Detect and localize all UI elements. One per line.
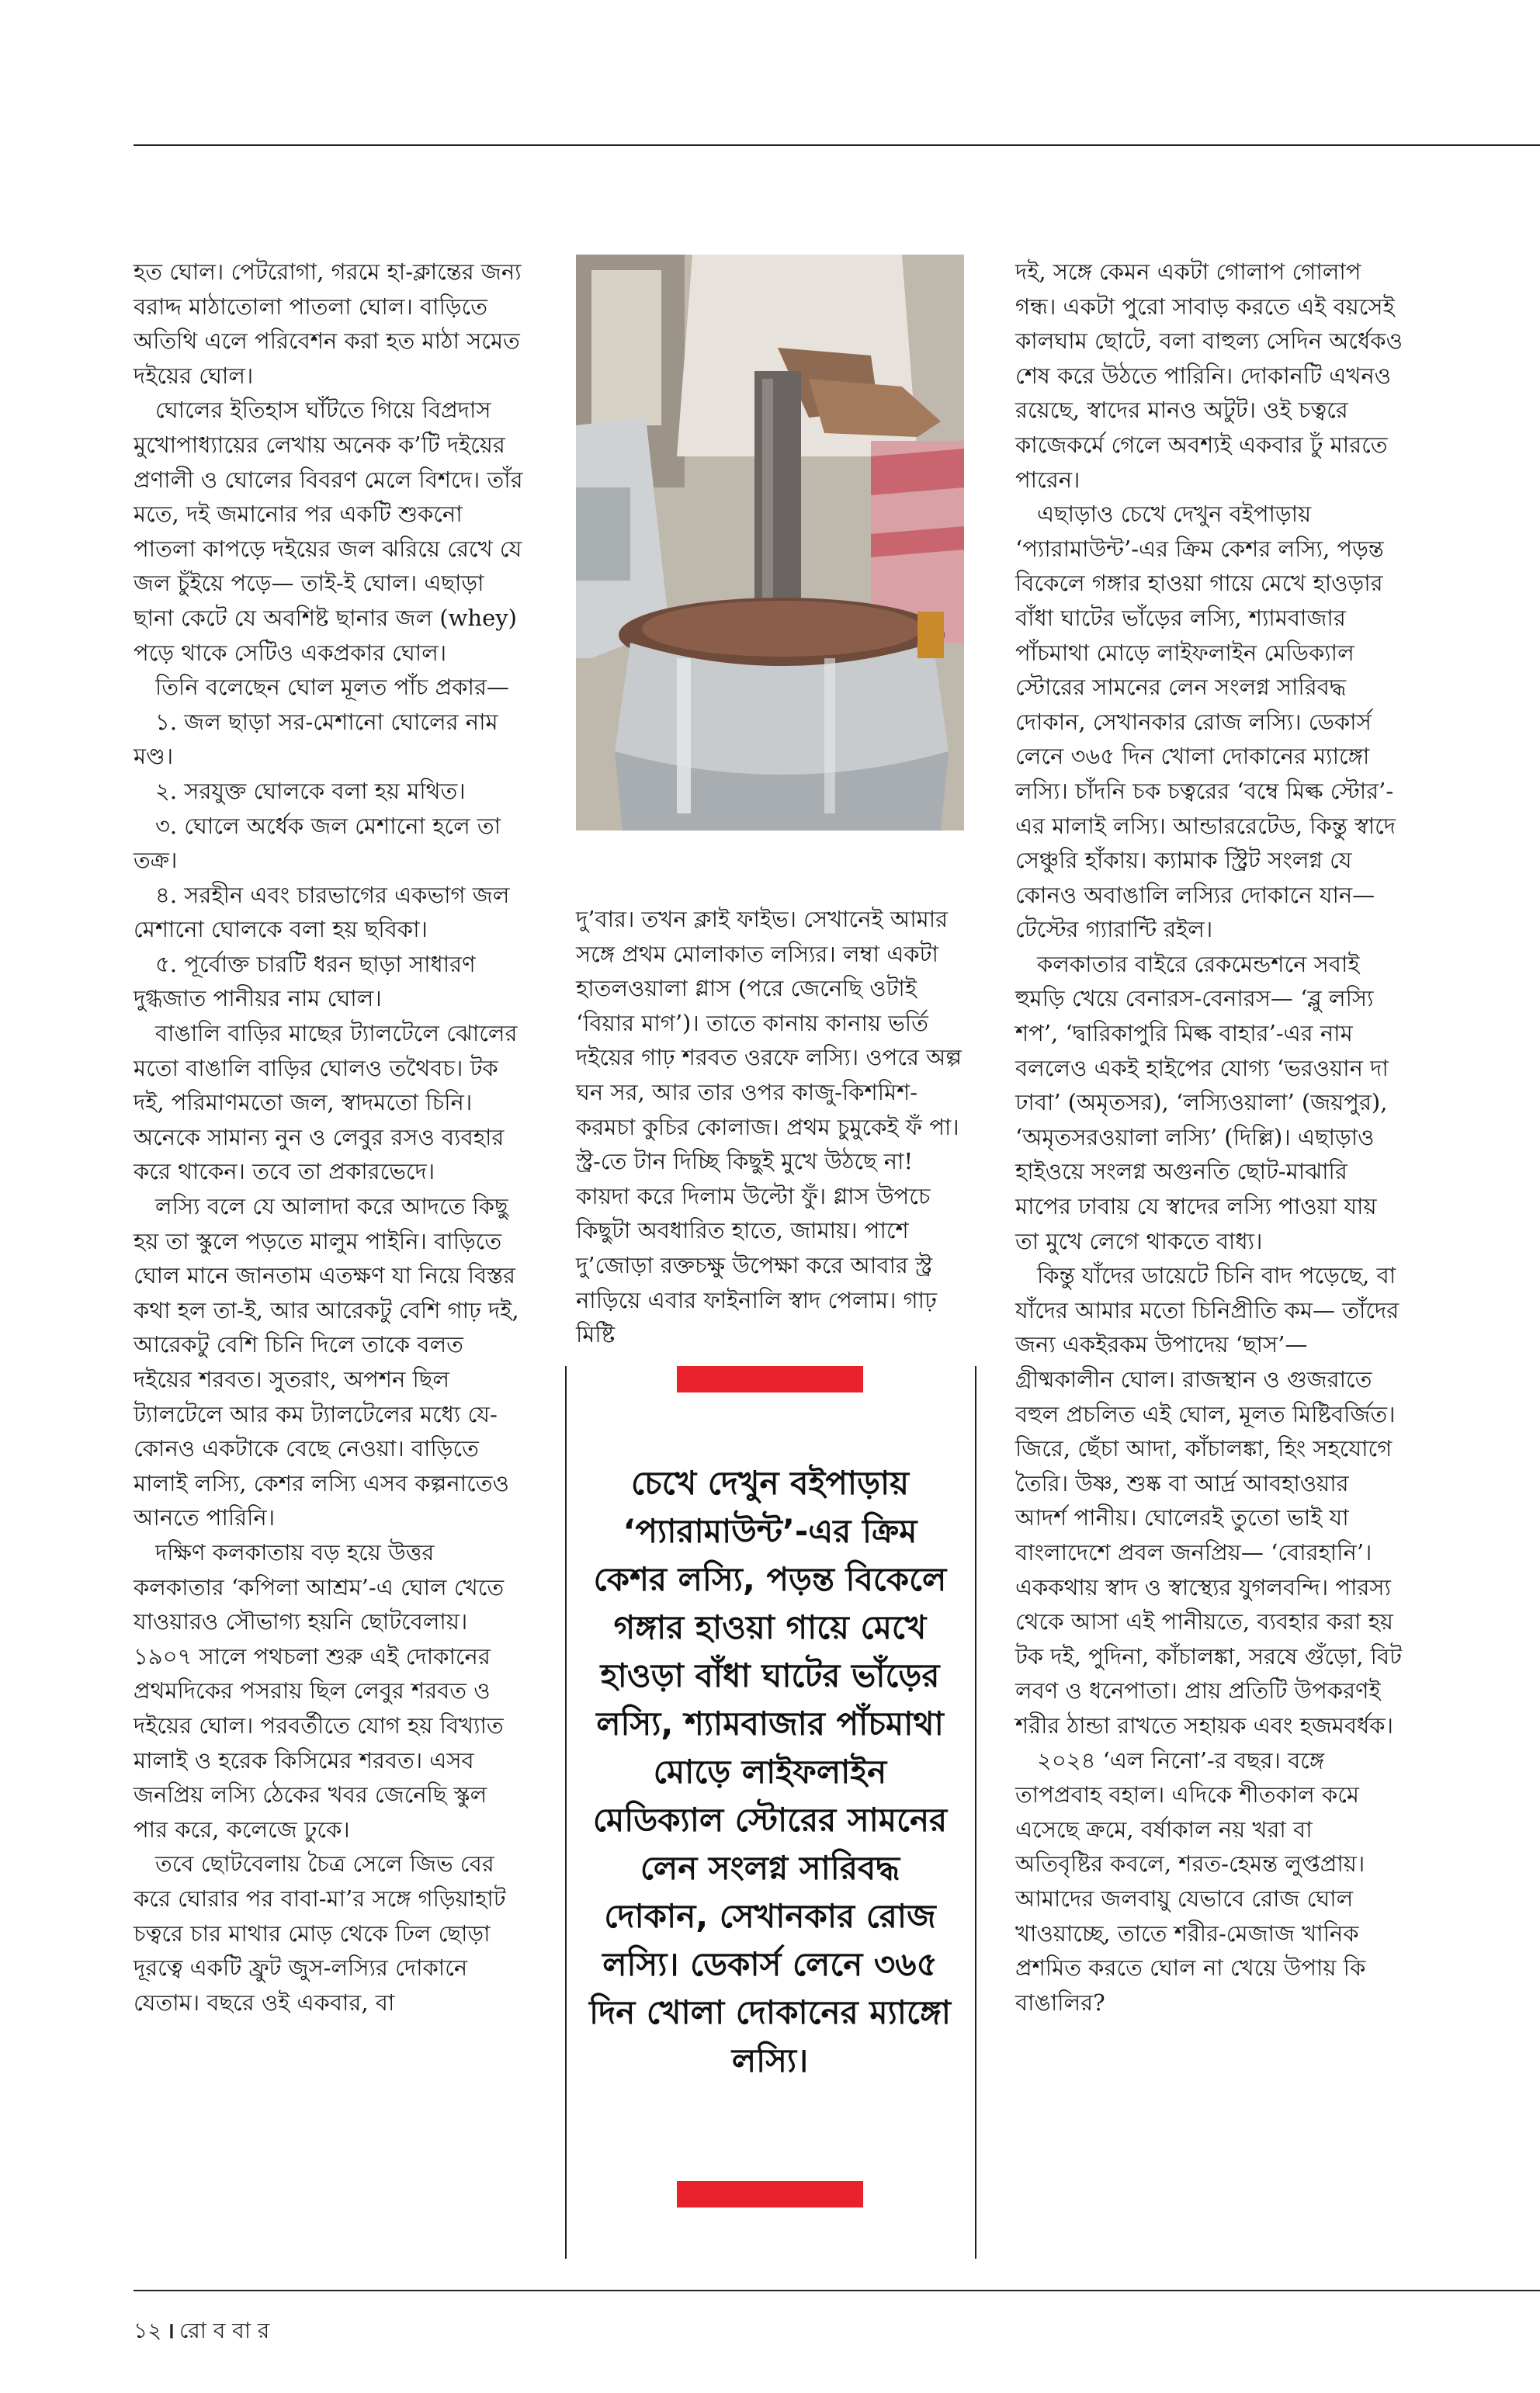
folio-separator: । xyxy=(166,2318,175,2343)
article-paragraph: দক্ষিণ কলকাতায় বড় হয়ে উত্তর কলকাতার ‘কপিলা আশ্রম’-এ ঘোল খেতে যাওয়ারও সৌভাগ্য হয়নি ছোটবেলায়। ১৯০৭ সালে পথচলা শুরু এই দোকানের প্রথমদিকের পসরায় ছিল লেবুর শরবত ও দইয়ের ঘোল। পরবর্তীতে যোগ হয় বিখ্যাত মালাই ও হরেক কিসিমের শরবত। এসব জনপ্রিয় লস্যি ঠেকের খবর জেনেছি স্কুল পার করে, কলেজে ঢুকে। xyxy=(134,1538,505,1843)
bottom-rule xyxy=(134,2290,1540,2291)
article-paragraph: ২০২৪ ‘এল নিনো’-র বছর। বঙ্গে তাপপ্রবাহ বহাল। এদিকে শীতকাল কমে এসেছে ক্রমে, বর্ষাকাল নয় খরা বা অতিবৃষ্টির কবলে, শরত-হেমন্ত লুপ্তপ্রায়। আমাদের জলবায়ু যেভাবে রোজ ঘোল খাওয়াচ্ছে, তাতে শরীর-মেজাজ খানিক প্রশমিত করতে ঘোল না খেয়ে উপায় কি বাঙালির? xyxy=(1015,1746,1366,2016)
column-divider-right xyxy=(975,1366,976,2259)
lassi-churning-photo xyxy=(576,255,964,831)
article-paragraph: এছাড়াও চেখে দেখুন বইপাড়ায় ‘প্যারামাউন্ট’-এর ক্রিম কেশর লস্যি, পড়ন্ত বিকেলে গঙ্গার হাওয়া গায়ে মেখে হাওড়ার বাঁধা ঘাটের ভাঁড়ের লস্যি, শ্যামবাজার পাঁচমাথা মোড়ে লাইফলাইন মেডিক্যাল স্টোরের সামনের লেন সংলগ্ন সারিবদ্ধ দোকান, সেখানকার রোজ লস্যি। ডেকার্স লেনে ৩৬৫ দিন খোলা দোকানের ম্যাঙ্গো লস্যি। চাঁদনি চক চত্বরের ‘বম্বে মিল্ক স্টোর’-এর মালাই লস্যি। আন্ডাররেটেড, কিন্তু স্বাদে সেঞ্চুরি হাঁকায়। ক্যামাক স্ট্রিট সংলগ্ন যে কোনও অবাঙালি লস্যির দোকানে যান— টেস্টের গ্যারান্টি রইল। xyxy=(1015,501,1396,943)
article-paragraph: ৩. ঘোলে অর্ধেক জল মেশানো হলে তা তক্র। xyxy=(134,812,501,874)
article-paragraph: ৫. পূর্বোক্ত চারটি ধরন ছাড়া সাধারণ দুগ্ধজাত পানীয়র নাম ঘোল। xyxy=(134,950,476,1012)
article-paragraph: কিন্তু যাঁদের ডায়েটে চিনি বাদ পড়েছে, বা যাঁদের আমার মতো চিনিপ্রীতি কম— তাঁদের জন্য একইরকম উপাদেয় ‘ছাস’— গ্রীষ্মকালীন ঘোল। রাজস্থান ও গুজরাতে বহুল প্রচলিত এই ঘোল, মূলত মিষ্টিবর্জিত। জিরে, ছেঁচা আদা, কাঁচালঙ্কা, হিং সহযোগে তৈরি। উষ্ণ, শুষ্ক বা আর্দ্র আবহাওয়ার আদর্শ পানীয়। ঘোলেরই তুতো ভাই যা বাংলাদেশে প্রবল জনপ্রিয়— ‘বোরহানি’। এককথায় স্বাদ ও স্বাস্থ্যের যুগলবন্দি। পারস্য থেকে আসা এই পানীয়তে, ব্যবহার করা হয় টক দই, পুদিনা, কাঁচালঙ্কা, সরষে গুঁড়ো, বিট লবণ ও ধনেপাতা। প্রায় প্রতিটি উপকরণই শরীর ঠান্ডা রাখতে সহায়ক এবং হজমবর্ধক। xyxy=(1015,1262,1402,1739)
article-column-1 xyxy=(134,255,525,2288)
article-paragraph: ১. জল ছাড়া সর-মেশানো ঘোলের নাম মণ্ড। xyxy=(134,708,498,770)
article-paragraph: বাঙালি বাড়ির মাছের ট্যালটেলে ঝোলের মতো বাঙালি বাড়ির ঘোলও তথৈবচ। টক দই, পরিমাণমতো জল, স্বাদমতো চিনি। অনেকে সামান্য নুন ও লেবুর রসও ব্যবহার করে থাকেন। তবে তা প্রকারভেদে। xyxy=(134,1020,518,1185)
article-paragraph: ২. সরযুক্ত ঘোলকে বলা হয় মথিত। xyxy=(155,777,466,804)
pull-quote-bottom-bar xyxy=(677,2181,863,2207)
pull-quote-box xyxy=(576,1366,964,2259)
article-paragraph: তিনি বলেছেন ঘোল মূলত পাঁচ প্রকার— xyxy=(155,674,509,701)
article-column-3 xyxy=(1015,255,1406,2288)
article-paragraph: দই, সঙ্গে কেমন একটা গোলাপ গোলাপ গন্ধ। একটা পুরো সাবাড় করতে এই বয়সেই কালঘাম ছোটে, বলা বাহুল্য সেদিন অর্ধেকও শেষ করে উঠতে পারিনি। দোকানটি এখনও রয়েছে, স্বাদের মানও অটুট। ওই চত্বরে কাজেকর্মে গেলে অবশ্যই একবার ঢুঁ মারতে পারেন। xyxy=(1015,258,1403,493)
page-folio xyxy=(134,2314,269,2350)
article-paragraph: লস্যি বলে যে আলাদা করে আদতে কিছু হয় তা স্কুলে পড়তে মালুম পাইনি। বাড়িতে ঘোল মানে জানতাম এতক্ষণ যা নিয়ে বিস্তর কথা হল তা-ই, আর আরেকটু বেশি গাঢ় দই, আরেকটু বেশি চিনি দিলে তাকে বলত দইয়ের শরবত। সুতরাং, অপশন ছিল ট্যালটেলে আর কম ট্যালটেলের মধ্যে যে-কোনও একটাকে বেছে নেওয়া। বাড়িতে মালাই লস্যি, কেশর লস্যি এসব কল্পনাতেও আনতে পারিনি। xyxy=(134,1193,519,1531)
pull-quote-top-bar xyxy=(677,1366,863,1392)
article-paragraph: দু’বার। তখন ক্লাই ফাইভ। সেখানেই আমার সঙ্গে প্রথম মোলাকাত লস্যির। লম্বা একটা হাতলওয়ালা গ্লাস (পরে জেনেছি ওটাই ‘বিয়ার মাগ’)। তাতে কানায় কানায় ভর্তি দইয়ের গাঢ় শরবত ওরফে লস্যি। ওপরে অল্প ঘন সর, আর তার ওপর কাজু-কিশমিশ-করমচা কুচির কোলাজ। প্রথম চুমুকেই ফঁ পা। স্ট্র-তে টান দিচ্ছি কিছুই মুখে উঠছে না! কায়দা করে দিলাম উল্টো ফুঁ। গ্লাস উপচে কিছুটা অবধারিত হাতে, জামায়। পাশে দু’জোড়া রক্তচক্ষু উপেক্ষা করে আবার স্ট্র নাড়িয়ে এবার ফাইনালি স্বাদ পেলাম। গাঢ় মিষ্টি xyxy=(576,906,962,1348)
article-column-2 xyxy=(576,902,964,1348)
page-number: ১২ xyxy=(134,2318,162,2343)
article-paragraph: ৪. সরহীন এবং চারভাগের একভাগ জল মেশানো ঘোলকে বলা হয় ছবিকা। xyxy=(134,881,510,943)
article-paragraph: হত ঘোল। পেটরোগা, গরমে হা-ক্লান্তের জন্য বরাদ্দ মাঠাতোলা পাতলা ঘোল। বাড়িতে অতিথি এলে পরিবেশন করা হত মাঠা সমেত দইয়ের ঘোল। xyxy=(134,258,522,389)
column-divider-left xyxy=(565,1366,567,2259)
article-paragraph: ঘোলের ইতিহাস ঘাঁটতে গিয়ে বিপ্রদাস মুখোপাধ্যায়ের লেখায় অনেক ক’টি দইয়ের প্রণালী ও ঘোলের বিবরণ মেলে বিশদে। তাঁর মতে, দই জমানোর পর একটি শুকনো পাতলা কাপড়ে দইয়ের জল ঝরিয়ে রেখে যে জল চুঁইয়ে পড়ে— তাই-ই ঘোল। এছাড়া ছানা কেটে যে অবশিষ্ট ছানার জল (whey) পড়ে থাকে সেটিও একপ্রকার ঘোল। xyxy=(134,397,523,666)
pull-quote-text: চেখে দেখুন বইপাড়ায় ‘প্যারামাউন্ট’-এর ক্রিম কেশর লস্যি, পড়ন্ত বিকেলে গঙ্গার হাওয়া গায়ে মেখে হাওড়া বাঁধা ঘাটের ভাঁড়ের লস্যি, শ্যামবাজার পাঁচমাথা মোড়ে লাইফলাইন মেডিক্যাল স্টোরের সামনের লেন সংলগ্ন সারিবদ্ধ দোকান, সেখানকার রোজ লস্যি। ডেকার্স লেনে ৩৬৫ দিন খোলা দোকানের ম্যাঙ্গো লস্যি। xyxy=(589,1464,951,2079)
magazine-name: রো ব বা র xyxy=(179,2318,270,2343)
top-rule xyxy=(134,144,1540,146)
article-paragraph: তবে ছোটবেলায় চৈত্র সেলে জিভ বের করে ঘোরার পর বাবা-মা’র সঙ্গে গড়িয়াহাট চত্বরে চার মাথার মোড় থেকে ঢিল ছোড়া দূরত্বে একটি ফ্রুট জুস-লস্যির দোকানে যেতাম। বছরে ওই একবার, বা xyxy=(134,1850,506,2016)
article-paragraph: কলকাতার বাইরে রেকমেন্ডশনে সবাই হুমড়ি খেয়ে বেনারস-বেনারস— ‘ব্লু লস্যি শপ’, ‘দ্বারিকাপুরি মিল্ক বাহার’-এর নাম বললেও একই হাইপের যোগ্য ‘ভরওয়ান দা ঢাবা’ (অমৃতসর), ‘লস্যিওয়ালা’ (জয়পুর), ‘অমৃতসরওয়ালা লস্যি’ (দিল্লি)। এছাড়াও হাইওয়ে সংলগ্ন অগুনতি ছোট-মাঝারি মাপের ঢাবায় যে স্বাদের লস্যি পাওয়া যায় তা মুখে লেগে থাকতে বাধ্য। xyxy=(1015,950,1389,1254)
